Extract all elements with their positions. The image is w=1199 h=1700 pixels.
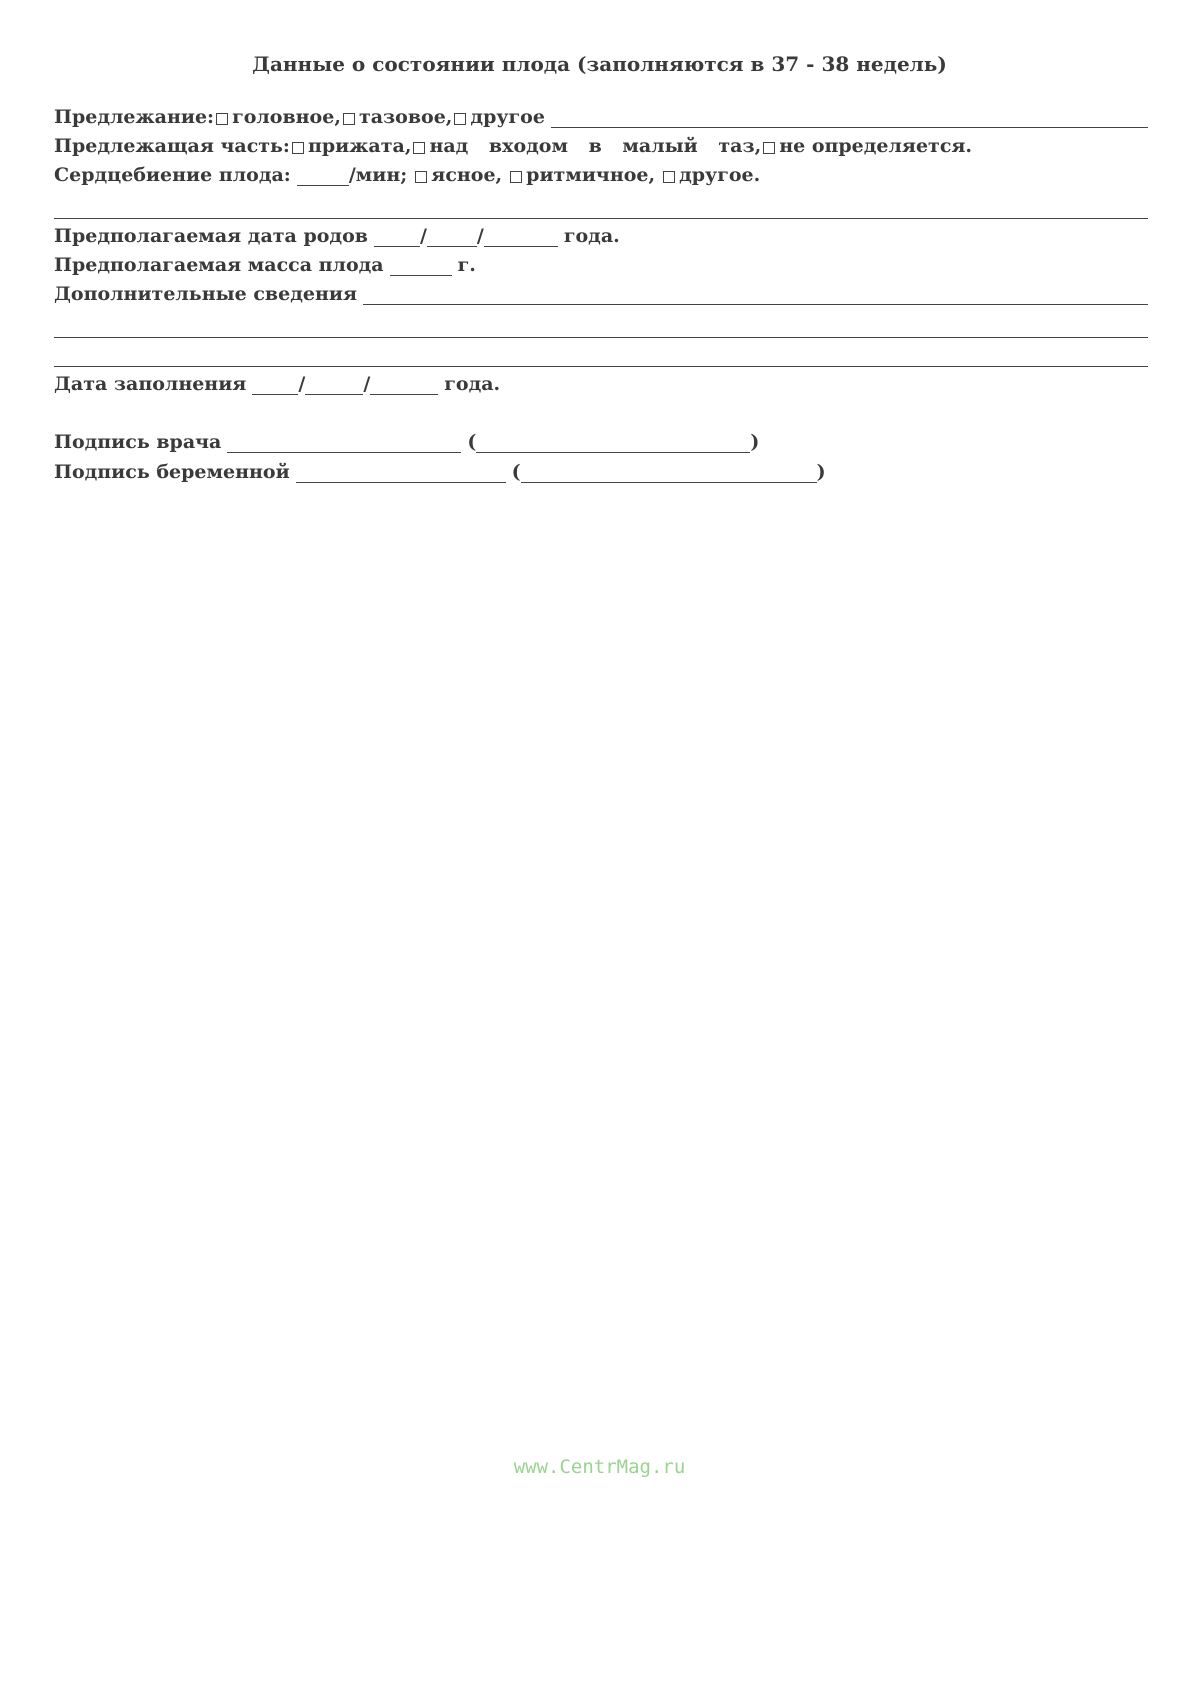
option-label: над входом в малый таз, xyxy=(429,135,762,157)
patient-signature-label: Подпись беременной xyxy=(54,461,290,483)
heartbeat-option-other[interactable] xyxy=(661,164,760,186)
checkbox[interactable] xyxy=(454,113,466,125)
due-date-year-field[interactable] xyxy=(484,226,558,247)
presentation-label: Предлежание: xyxy=(54,106,215,128)
checkbox[interactable] xyxy=(510,171,522,183)
presenting-part-option-above[interactable] xyxy=(411,135,761,157)
checkbox[interactable] xyxy=(415,171,427,183)
doctor-signature-label: Подпись врача xyxy=(54,431,222,453)
weight-unit: г. xyxy=(457,254,476,276)
fill-date-month-field[interactable] xyxy=(305,374,363,395)
checkbox[interactable] xyxy=(216,113,228,125)
presentation-option-breech[interactable] xyxy=(341,106,452,128)
option-label: другое. xyxy=(679,164,761,186)
presentation-option-head[interactable] xyxy=(214,106,341,128)
checkbox[interactable] xyxy=(763,142,775,154)
due-date-month-field[interactable] xyxy=(427,226,477,247)
option-label: головное, xyxy=(232,106,341,128)
paren-close: ) xyxy=(816,461,826,483)
presenting-part-option-pressed[interactable] xyxy=(290,135,411,157)
fetal-weight-row xyxy=(54,248,1148,276)
heartbeat-unit: /мин; xyxy=(348,164,408,186)
heartbeat-rate-field[interactable] xyxy=(297,165,349,186)
presentation-option-other[interactable] xyxy=(452,106,545,128)
checkbox[interactable] xyxy=(413,142,425,154)
patient-name-field[interactable] xyxy=(521,462,817,483)
presenting-part-label: Предлежащая часть: xyxy=(54,135,290,157)
option-label: тазовое, xyxy=(358,106,453,128)
fill-date-year-field[interactable] xyxy=(370,374,438,395)
due-date-label: Предполагаемая дата родов xyxy=(54,225,368,247)
watermark: www.CentrMag.ru xyxy=(513,1456,686,1478)
presentation-row xyxy=(54,100,1148,128)
additional-info-line-2[interactable] xyxy=(54,337,1148,338)
additional-info-label: Дополнительные сведения xyxy=(54,283,357,305)
fetal-weight-field[interactable] xyxy=(390,255,452,276)
due-date-row xyxy=(54,219,1148,247)
heartbeat-option-rhythmic[interactable] xyxy=(508,164,655,186)
paren-close: ) xyxy=(750,431,760,453)
fetal-weight-label: Предполагаемая масса плода xyxy=(54,254,384,276)
checkbox[interactable] xyxy=(343,113,355,125)
presenting-part-option-undetermined[interactable] xyxy=(761,135,972,157)
fill-date-row xyxy=(54,367,1148,395)
checkbox[interactable] xyxy=(663,171,675,183)
fill-date-day-field[interactable] xyxy=(252,374,298,395)
patient-signature-field[interactable] xyxy=(296,462,506,483)
date-separator: / xyxy=(363,373,371,395)
doctor-signature-row xyxy=(54,425,1148,453)
form-title: Данные о состоянии плода (заполняются в 37 - 38 недель) xyxy=(252,52,947,76)
date-separator: / xyxy=(298,373,306,395)
option-label: ритмичное, xyxy=(526,164,656,186)
patient-signature-row xyxy=(54,455,1148,483)
option-label: не определяется. xyxy=(779,135,973,157)
date-separator: / xyxy=(419,225,427,247)
paren-open: ( xyxy=(511,461,521,483)
additional-info-field[interactable] xyxy=(363,284,1148,305)
checkbox[interactable] xyxy=(292,142,304,154)
heartbeat-option-clear[interactable] xyxy=(413,164,502,186)
presentation-other-field[interactable] xyxy=(551,107,1148,128)
year-suffix: года. xyxy=(563,225,620,247)
paren-open: ( xyxy=(467,431,477,453)
due-date-day-field[interactable] xyxy=(374,226,420,247)
doctor-name-field[interactable] xyxy=(476,432,750,453)
option-label: другое xyxy=(470,106,545,128)
heartbeat-row xyxy=(54,158,1148,186)
option-label: прижата, xyxy=(307,135,412,157)
fill-date-label: Дата заполнения xyxy=(54,373,247,395)
heartbeat-label: Сердцебиение плода: xyxy=(54,164,291,186)
option-label: ясное, xyxy=(431,164,503,186)
doctor-signature-field[interactable] xyxy=(227,432,461,453)
presenting-part-row xyxy=(54,129,1148,157)
additional-info-row xyxy=(54,277,1148,305)
year-suffix: года. xyxy=(444,373,501,395)
date-separator: / xyxy=(476,225,484,247)
